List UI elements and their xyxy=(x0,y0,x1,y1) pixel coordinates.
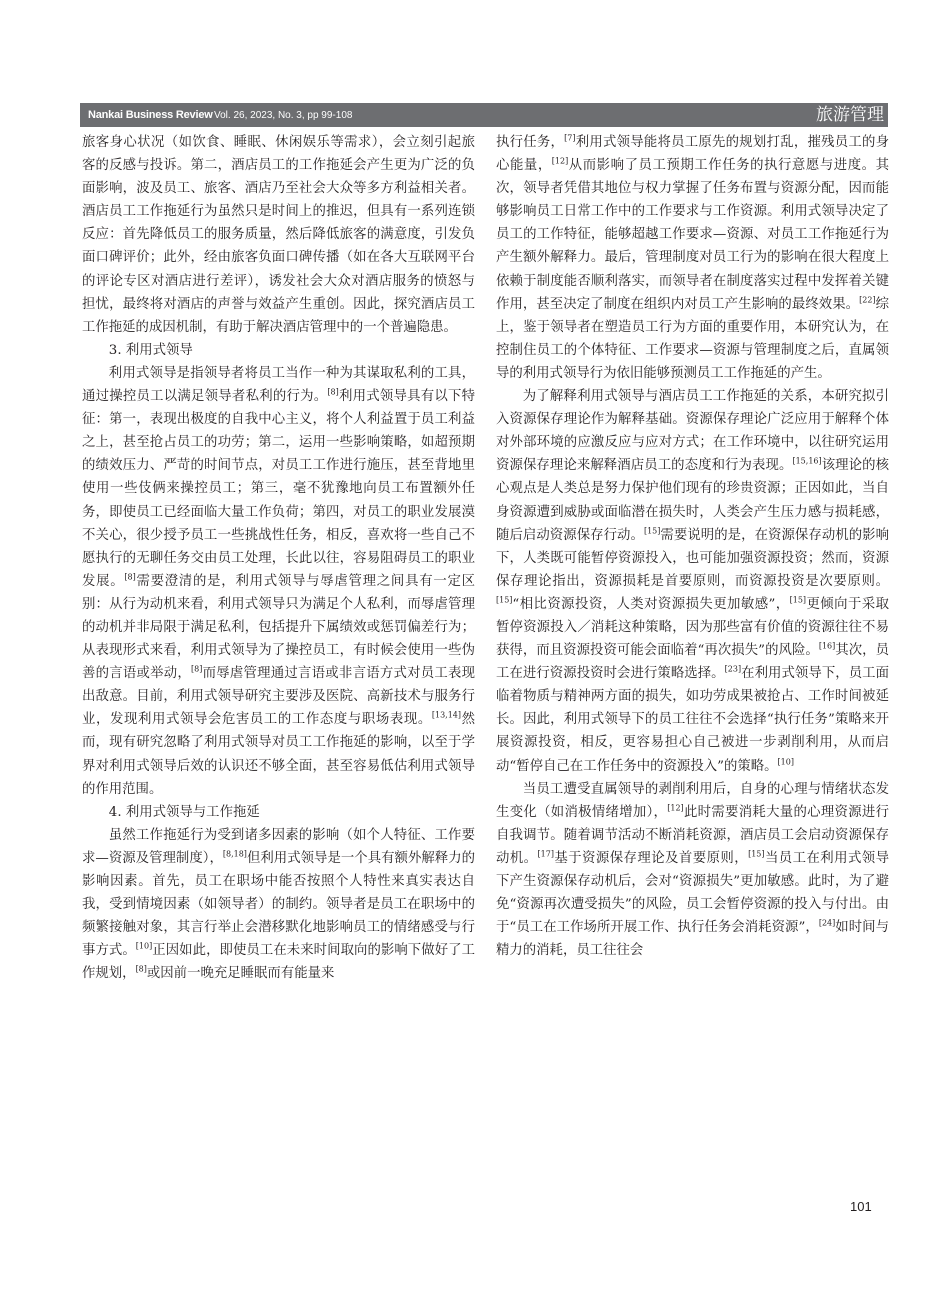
citation-ref: [17] xyxy=(537,849,554,859)
body-paragraph: 虽然工作拖延行为受到诸多因素的影响（如个人特征、工作要求—资源及管理制度），[8,18]但利用式领导是一个具有额外解释力的影响因素。首先，员工在职场中能否按照个人特性来真实表达自我，受到情境因素（如领导者）的制约。领导者是员工在职场中的频繁接触对象，其言行举止会潜移默化地影响员工的情绪感受与行事方式。[10]正因如此，即使员工在未来时间取向的影响下做好了工作规划，[8]或因前一晚充足睡眠而有能量来 xyxy=(82,827,475,982)
journal-name: Nankai Business Review xyxy=(88,109,213,121)
right-column xyxy=(496,131,889,962)
running-header xyxy=(80,103,888,127)
section-title: 旅游管理 xyxy=(816,105,884,125)
citation-ref: [22] xyxy=(859,295,876,305)
citation-ref: [8] xyxy=(191,664,203,674)
body-paragraph: 利用式领导是指领导者将员工当作一种为其谋取私利的工具，通过操控员工以满足领导者私利的行为。[8]利用式领导具有以下特征：第一，表现出极度的自我中心主义，将个人利益置于员工利益之上，甚至抢占员工的功劳；第二，运用一些影响策略，如超预期的绩效压力、严苛的时间节点，对员工工作进行施压，甚至背地里使用一些伎俩来操控员工；第三，毫不犹豫地向员工布置额外任务，即使员工已经面临大量工作负荷；第四，对员工的职业发展漠不关心，很少授予员工一些挑战性任务，相反，喜欢将一些自己不愿执行的无聊任务交由员工处理，长此以往，容易阻碍员工的职业发展。[8]需要澄清的是，利用式领导与辱虐管理之间具有一定区别：从行为动机来看，利用式领导只为满足个人私利，而辱虐管理的动机并非局限于满足私利，包括提升下属绩效或惩罚偏差行为；从表现形式来看，利用式领导为了操控员工，有时候会使用一些伪善的言语或举动，[8]而辱虐管理通过言语或非言语方式对员工表现出敌意。目前，利用式领导研究主要涉及医院、高新技术与服务行业，发现利用式领导会危害员工的工作态度与职场表现。[13,14]然而，现有研究忽略了利用式领导对员工工作拖延的影响，以至于学界对利用式领导后效的认识还不够全面，甚至容易低估利用式领导的作用范围。 xyxy=(82,365,476,797)
body-paragraph: 为了解释利用式领导与酒店员工工作拖延的关系，本研究拟引入资源保存理论作为解释基础。资源保存理论广泛应用于解释个体对外部环境的应激反应与应对方式；在工作环境中，以往研究运用资源保存理论来解释酒店员工的态度和行为表现。[15,16]该理论的核心观点是人类总是努力保护他们现有的珍贵资源；正因如此，当自身资源遭到威胁或面临潜在损失时，人类会产生压力感与损耗感，随后启动资源保存行动。[15]需要说明的是，在资源保存动机的影响下，人类既可能暂停资源投入，也可能加强资源投资；然而，资源保存理论指出，资源损耗是首要原则，而资源投资是次要原则。[15]“相比资源投资，人类对资源损失更加敏感”，[15]更倾向于采取暂停资源投入／消耗这种策略，因为那些富有价值的资源往往不易获得，而且资源投资可能会面临着“再次损失”的风险。[16]其次，员工在进行资源投资时会进行策略选择。[23]在利用式领导下，员工面临着物质与精神两方面的损失，如功劳成果被抢占、工作时间被延长。因此，利用式领导下的员工往往不会选择“执行任务”策略来开展资源投资，相反，更容易担心自己被进一步剥削利用，从而启动“暂停自己在工作任务中的资源投入”的策略。[10] xyxy=(496,389,890,774)
citation-ref: [8] xyxy=(124,572,136,582)
citation-ref: [8] xyxy=(135,964,147,974)
citation-ref: [7] xyxy=(564,133,576,143)
body-paragraph: 执行任务，[7]利用式领导能将员工原先的规划打乱，摧残员工的身心能量，[12]从而影响了员工预期工作任务的执行意愿与进度。其次，领导者凭借其地位与权力掌握了任务布置与资源分配，因而能够影响员工日常工作中的工作要求与工作资源。利用式领导决定了员工的工作特征，能够超越工作要求—资源、对员工工作拖延行为产生额外解释力。最后，管理制度对员工行为的影响在很大程度上依赖于制度能否顺利落实，而领导者在制度落实过程中发挥着关键作用，甚至决定了制度在组织内对员工产生影响的最终效果。[22]综上，鉴于领导者在塑造员工行为方面的重要作用，本研究认为，在控制住员工的个体特征、工作要求—资源与管理制度之后，直属领导的利用式领导行为依旧能够预测员工工作拖延的产生。 xyxy=(496,133,890,381)
citation-ref: [8] xyxy=(327,387,339,397)
citation-ref: [13,14] xyxy=(431,710,462,720)
citation-ref: [16] xyxy=(818,641,836,651)
citation-ref: [12] xyxy=(667,803,684,813)
citation-ref: [15,16] xyxy=(792,456,822,466)
section-heading: 4. 利用式领导与工作拖延 xyxy=(108,804,260,820)
citation-ref: [15] xyxy=(748,849,765,859)
left-column xyxy=(82,131,475,985)
section-heading: 3. 利用式领导 xyxy=(108,342,193,358)
citation-ref: [23] xyxy=(724,664,742,674)
citation-ref: [8,18] xyxy=(222,849,247,859)
citation-ref: [12] xyxy=(551,156,569,166)
citation-ref: [15] xyxy=(643,526,661,536)
page-number: 101 xyxy=(850,1199,872,1214)
body-paragraph: 当员工遭受直属领导的剥削利用后，自身的心理与情绪状态发生变化（如消极情绪增加），[12]此时需要消耗大量的心理资源进行自我调节。随着调节活动不断消耗资源，酒店员工会启动资源保存动机。[17]基于资源保存理论及首要原则，[15]当员工在利用式领导下产生资源保存动机后，会对“资源损失”更加敏感。此时，为了避免“资源再次遭受损失”的风险，员工会暂停资源的投入与付出。由于“员工在工作场所开展工作、执行任务会消耗资源”，[24]如时间与精力的消耗，员工往往会 xyxy=(496,781,890,959)
citation-ref: [15] xyxy=(496,595,513,605)
citation-ref: [15] xyxy=(789,595,807,605)
volume-info: Vol. 26, 2023, No. 3, pp 99-108 xyxy=(214,110,353,121)
citation-ref: [10] xyxy=(135,941,153,951)
body-paragraph: 旅客身心状况（如饮食、睡眠、休闲娱乐等需求），会立刻引起旅客的反感与投诉。第二，酒店员工的工作拖延会产生更为广泛的负面影响，波及员工、旅客、酒店乃至社会大众等多方利益相关者。酒店员工工作拖延行为虽然只是时间上的推迟，但具有一系列连锁反应：首先降低员工的服务质量，然后降低旅客的满意度，引发负面口碑评价；此外，经由旅客负面口碑传播（如在各大互联网平台的评论专区对酒店进行差评），诱发社会大众对酒店服务的愤怒与担忧，最终将对酒店的声誉与效益产生重创。因此，探究酒店员工工作拖延的成因机制，有助于解决酒店管理中的一个普遍隐患。 xyxy=(82,135,475,335)
citation-ref: [10] xyxy=(777,757,794,767)
citation-ref: [24] xyxy=(818,918,836,928)
